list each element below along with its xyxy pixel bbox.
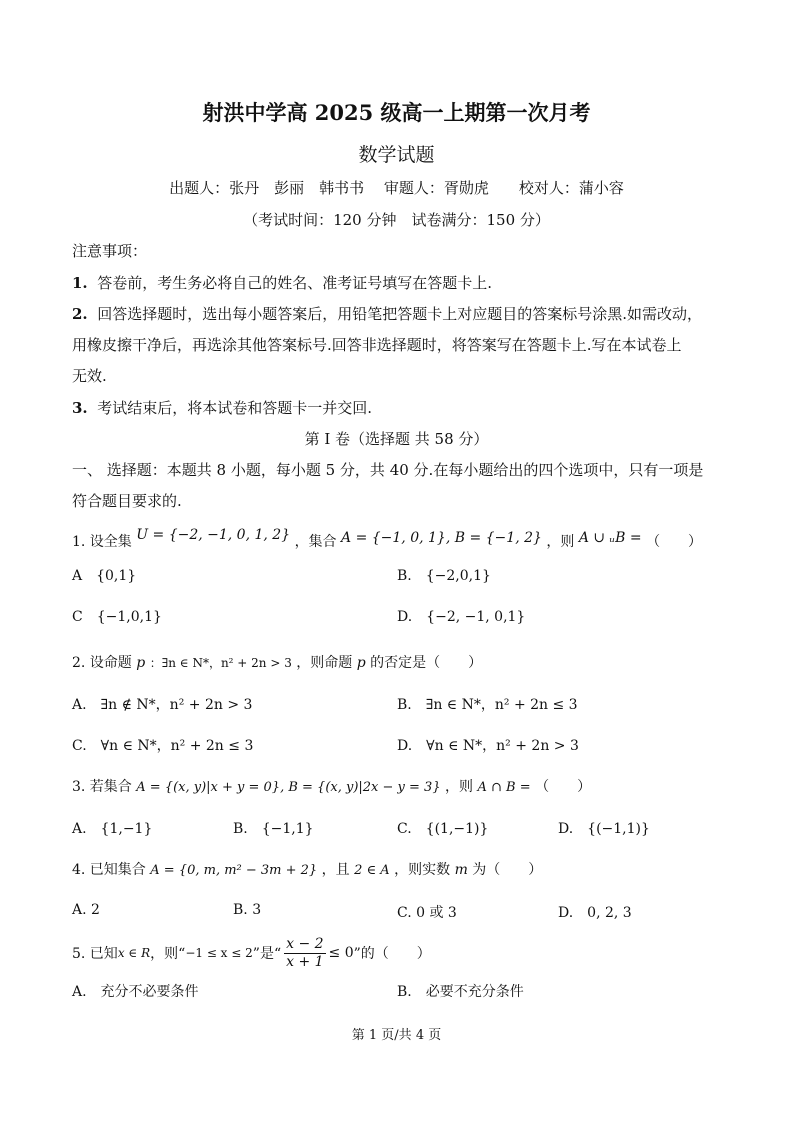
stem-text: ，则	[445, 779, 474, 795]
stem-text: 为（ ）	[472, 862, 543, 878]
note-2	[72, 303, 702, 324]
math-expr: ：∃n ∈ N*，n² + 2n > 3	[149, 656, 292, 670]
note-2-line2: 用橡皮擦干净后，再选涂其他答案标号.回答非选择题时，将答案写在答题卡上.写在本试卷上	[72, 336, 682, 354]
math-expr: A = {−1, 0, 1}, B = {−1, 2}	[341, 530, 542, 546]
question-4-stem	[72, 859, 542, 879]
fraction-denominator: x + 1	[286, 953, 324, 970]
stem-text: 5. 已知	[72, 946, 118, 962]
stem-text: 4. 已知集合	[72, 862, 146, 878]
note-3	[72, 397, 372, 418]
question-2-option-c: C. ∀n ∈ N*，n² + 2n ≤ 3	[72, 738, 254, 754]
question-3-option-c: C. {(1,−1)}	[397, 821, 489, 837]
math-expr: x ∈ R	[117, 946, 151, 960]
math-expr: 2 ∈ A	[354, 863, 390, 878]
section-intro-line2: 符合题目要求的.	[72, 492, 182, 510]
question-1-option-a: A {0,1}	[72, 568, 137, 584]
note-num: 2.	[72, 305, 88, 323]
question-2-stem	[72, 652, 482, 672]
math-expr: U = {−2, −1, 0, 1, 2}	[136, 527, 291, 543]
stem-text: 的否定是（ ）	[370, 655, 483, 671]
note-num: 3.	[72, 399, 88, 417]
stem-text: ，则实数	[394, 862, 451, 878]
section-intro-line1: 一、 选择题：本题共 8 小题，每小题 5 分，共 40 分.在每小题给出的四个选项中，只有一项是	[72, 461, 704, 479]
exam-info: （考试时间：120 分钟 试卷满分：150 分）	[243, 211, 550, 229]
question-1-stem	[72, 527, 703, 551]
fraction-numerator: x − 2	[286, 935, 324, 952]
question-4-option-b: B. 3	[233, 902, 262, 918]
section-title: 第 I 卷（选择题 共 58 分）	[304, 430, 489, 448]
math-expr: A = {(x, y)|x + y = 0}, B = {(x, y)|2x − y = 3}	[136, 780, 441, 795]
question-2-option-b: B. ∃n ∈ N*，n² + 2n ≤ 3	[397, 697, 578, 713]
exam-subject: 数学试题	[358, 144, 435, 166]
question-1-option-c: C {−1,0,1}	[72, 609, 162, 625]
math-expr: A = {0, m, m² − 3m + 2}	[150, 863, 318, 878]
note-num: 1.	[72, 274, 88, 292]
math-expr: p	[356, 655, 366, 671]
stem-text: ，则“	[150, 946, 186, 962]
question-5-option-b: B. 必要不充分条件	[397, 984, 524, 1000]
stem-text: ”的（ ）	[353, 946, 431, 962]
note-1	[72, 272, 492, 293]
question-5-option-a: A. 充分不必要条件	[72, 984, 199, 1000]
note-2-line3: 无效.	[72, 367, 107, 385]
exam-authors: 出题人：张丹 彭丽 韩书书 审题人：胥勋虎 校对人：蒲小容	[169, 179, 624, 197]
math-expr: A ∩ B =	[477, 780, 531, 795]
answer-paren: （ ）	[646, 534, 703, 550]
math-expr: −1 ≤ x ≤ 2	[185, 946, 253, 960]
note-text: 回答选择题时，选出每小题答案后，用铅笔把答题卡上对应题目的答案标号涂黑.如需改动，	[97, 305, 702, 323]
note-text: 答卷前，考生务必将自己的姓名、准考证号填写在答题卡上.	[97, 274, 492, 292]
fraction	[284, 936, 325, 971]
stem-text: 1. 设全集	[72, 534, 132, 550]
question-5-stem	[72, 933, 431, 973]
math-expr: m	[454, 862, 468, 878]
question-3-option-d: D. {(−1,1)}	[558, 821, 650, 837]
stem-text: ”是“	[252, 946, 282, 962]
stem-text: 2. 设命题	[72, 655, 132, 671]
stem-text: ，则命题	[296, 655, 353, 671]
question-2-option-d: D. ∀n ∈ N*，n² + 2n > 3	[397, 738, 579, 754]
question-4-option-c: C. 0 或 3	[397, 905, 457, 921]
notes-heading: 注意事项：	[72, 242, 148, 260]
question-3-option-a: A. {1,−1}	[72, 821, 153, 837]
stem-text: ，集合	[294, 534, 337, 550]
page-footer: 第 1 页/共 4 页	[351, 1028, 442, 1043]
note-text: 考试结束后，将本试卷和答题卡一并交回.	[97, 399, 372, 417]
question-2-option-a: A. ∃n ∉ N*，n² + 2n > 3	[72, 697, 253, 713]
stem-text: ，则	[546, 534, 575, 550]
stem-text: ，且	[321, 862, 350, 878]
exam-title: 射洪中学高 2025 级高一上期第一次月考	[202, 100, 591, 125]
math-expr: p	[136, 655, 146, 671]
question-3-stem	[72, 776, 591, 796]
question-4-option-d: D. 0, 2, 3	[558, 905, 632, 921]
math-expr: A ∪ ᵤB =	[578, 530, 642, 546]
math-expr: ≤ 0	[328, 945, 354, 961]
stem-text: 3. 若集合	[72, 779, 132, 795]
question-1-option-b: B. {−2,0,1}	[397, 568, 491, 584]
question-1-option-d: D. {−2, −1, 0,1}	[397, 609, 526, 625]
question-3-option-b: B. {−1,1}	[233, 821, 314, 837]
answer-paren: （ ）	[535, 779, 592, 795]
question-4-option-a: A. 2	[72, 902, 100, 918]
